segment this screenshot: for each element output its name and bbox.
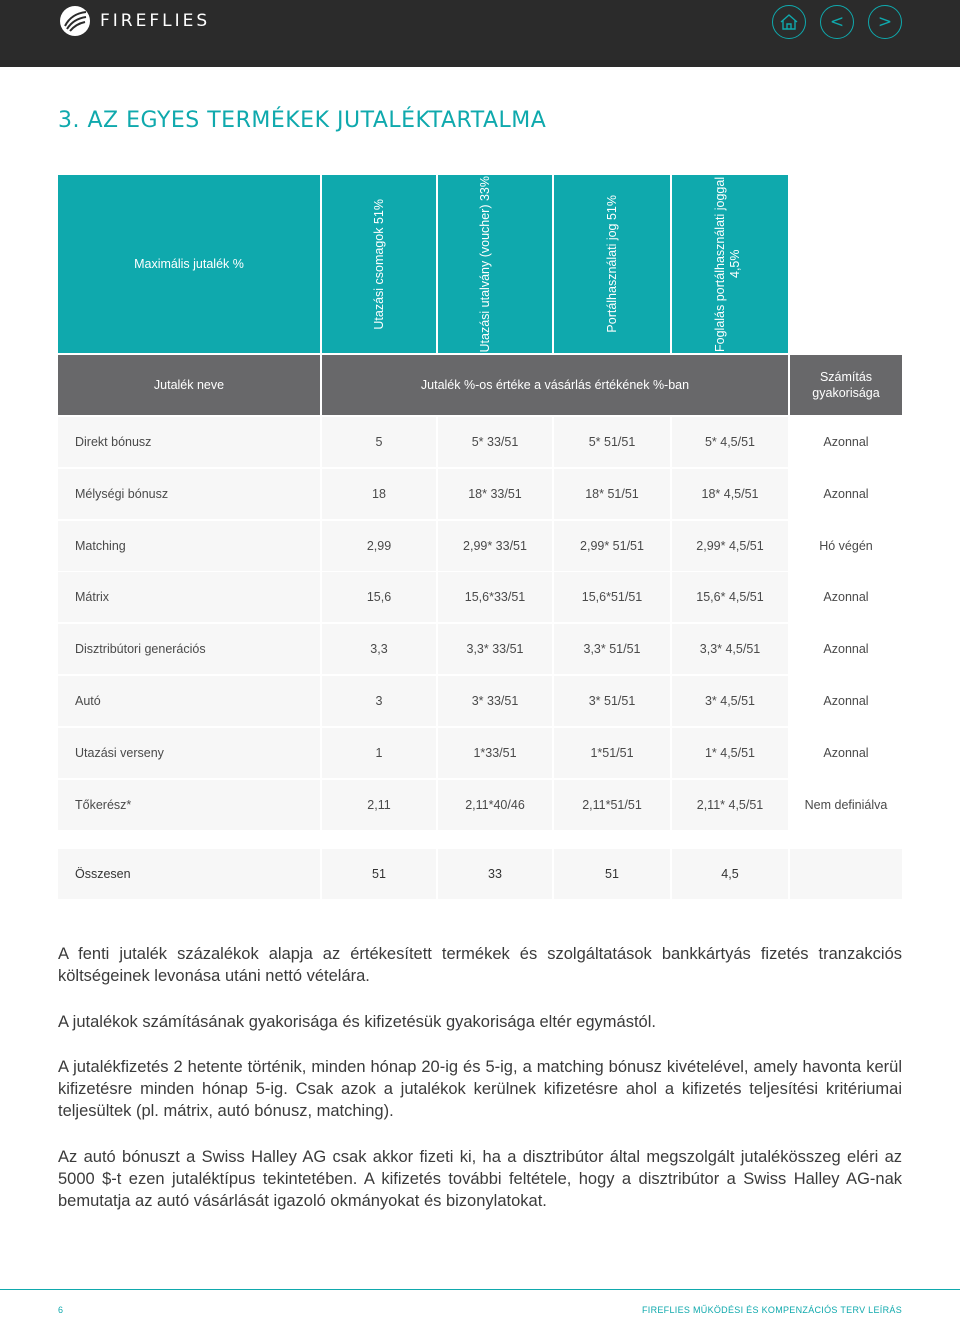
package-value: 3 xyxy=(322,676,436,726)
column-header-label: Foglalás portálhasználati joggal 4,5% xyxy=(713,176,742,352)
commission-value-header: Jutalék %-os értéke a vásárlás értékének %-ban xyxy=(322,355,788,415)
max-commission-label: Maximális jutalék % xyxy=(58,175,320,353)
column-header xyxy=(672,175,788,353)
column-header-label: Utazási utalvány (voucher) 33% xyxy=(478,175,492,353)
commission-name: Matching xyxy=(58,521,320,571)
portal-value: 5* 51/51 xyxy=(554,417,670,467)
voucher-value: 5* 33/51 xyxy=(438,417,552,467)
frequency-value: Nem definiálva xyxy=(790,780,902,830)
package-value: 2,11 xyxy=(322,780,436,830)
portal-value: 3,3* 51/51 xyxy=(554,624,670,674)
fireflies-logo-icon xyxy=(58,4,92,38)
column-header xyxy=(438,175,552,353)
package-value: 18 xyxy=(322,469,436,519)
booking-value: 3* 4,5/51 xyxy=(672,676,788,726)
previous-page-button[interactable] xyxy=(820,5,854,39)
booking-value: 2,99* 4,5/51 xyxy=(672,521,788,571)
page-number: 6 xyxy=(58,1305,64,1315)
commission-name: Mátrix xyxy=(58,572,320,622)
commission-name: Disztribútori generációs xyxy=(58,624,320,674)
footer-title: FIREFLIES MŰKÖDÉSI ÉS KOMPENZÁCIÓS TERV LEÍRÁS xyxy=(641,1305,902,1315)
column-header-label: Utazási csomagok 51% xyxy=(371,198,386,330)
frequency-value: Azonnal xyxy=(790,417,902,467)
frequency-value: Azonnal xyxy=(790,728,902,778)
booking-value: 1* 4,5/51 xyxy=(672,728,788,778)
note-paragraph: A jutalékok számításának gyakorisága és kifizetésük gyakorisága eltér egymástól. xyxy=(58,1013,656,1031)
chevron-left-icon: < xyxy=(829,12,845,32)
voucher-value: 18* 33/51 xyxy=(438,469,552,519)
home-icon xyxy=(779,13,799,31)
portal-value: 3* 51/51 xyxy=(554,676,670,726)
portal-value: 2,11*51/51 xyxy=(554,780,670,830)
frequency-value: Azonnal xyxy=(790,572,902,622)
home-button[interactable] xyxy=(772,5,806,39)
total-empty-cell xyxy=(790,849,902,899)
table-top-header xyxy=(58,175,902,353)
total-row xyxy=(58,849,902,899)
commission-name: Mélységi bónusz xyxy=(58,469,320,519)
booking-value: 5* 4,5/51 xyxy=(672,417,788,467)
commission-name: Utazási verseny xyxy=(58,728,320,778)
voucher-value: 15,6*33/51 xyxy=(438,572,552,622)
package-value: 15,6 xyxy=(322,572,436,622)
booking-value: 2,11* 4,5/51 xyxy=(672,780,788,830)
table-row xyxy=(58,676,902,726)
frequency-value: Azonnal xyxy=(790,624,902,674)
table-row xyxy=(58,417,902,467)
total-value: 51 xyxy=(554,849,670,899)
booking-value: 15,6* 4,5/51 xyxy=(672,572,788,622)
package-value: 5 xyxy=(322,417,436,467)
portal-value: 2,99* 51/51 xyxy=(554,521,670,571)
column-header xyxy=(554,175,670,353)
commission-name: Autó xyxy=(58,676,320,726)
booking-value: 3,3* 4,5/51 xyxy=(672,624,788,674)
package-value: 2,99 xyxy=(322,521,436,571)
commission-name-header: Jutalék neve xyxy=(58,355,320,415)
total-value: 33 xyxy=(438,849,552,899)
top-bar xyxy=(0,0,960,67)
portal-value: 1*51/51 xyxy=(554,728,670,778)
table-row xyxy=(58,780,902,830)
column-header xyxy=(322,175,436,353)
table-row xyxy=(58,521,902,571)
voucher-value: 2,11*40/46 xyxy=(438,780,552,830)
total-value: 4,5 xyxy=(672,849,788,899)
booking-value: 18* 4,5/51 xyxy=(672,469,788,519)
table-row xyxy=(58,728,902,778)
brand-name: FIREFLIES xyxy=(100,11,211,31)
commission-name: Tőkerész* xyxy=(58,780,320,830)
table-row xyxy=(58,572,902,622)
frequency-header: Számítás gyakorisága xyxy=(790,355,902,415)
page-title: 3. AZ EGYES TERMÉKEK JUTALÉKTARTALMA xyxy=(58,108,547,133)
portal-value: 18* 51/51 xyxy=(554,469,670,519)
total-label: Összesen xyxy=(58,849,320,899)
note-paragraph: A jutalékfizetés 2 hetente történik, minden hónap 20-ig és 5-ig, a matching bónusz kivételével, amely havonta kerül kifizetésre minden hónap 5-ig. Csak azok a jutalékok kerülnek kifizetésre ahol a kifizetés teljesítési kritériumai teljesültek (pl. mátrix, autó bónusz, matching). xyxy=(58,1058,902,1120)
voucher-value: 3,3* 33/51 xyxy=(438,624,552,674)
total-value: 51 xyxy=(322,849,436,899)
voucher-value: 2,99* 33/51 xyxy=(438,521,552,571)
table-row xyxy=(58,469,902,519)
column-header-label: Portálhasználati jog 51% xyxy=(604,195,619,333)
frequency-value: Azonnal xyxy=(790,676,902,726)
note-paragraph: Az autó bónuszt a Swiss Halley AG csak akkor fizeti ki, ha a disztribútor által megszolgált jutalékösszeg eléri az 5000 $-t ezen jutaléktípus tekintetében. A kifizetés további feltétele, hogy a disztribútor a Swiss Halley AG-nak bemutatja az autó vásárlását igazoló okmányokat és bizonylatokat. xyxy=(58,1148,902,1210)
voucher-value: 3* 33/51 xyxy=(438,676,552,726)
package-value: 1 xyxy=(322,728,436,778)
table-sub-header xyxy=(58,355,902,415)
voucher-value: 1*33/51 xyxy=(438,728,552,778)
next-page-button[interactable] xyxy=(868,5,902,39)
footer-divider xyxy=(0,1289,960,1290)
chevron-right-icon: > xyxy=(877,12,893,32)
table-row xyxy=(58,624,902,674)
note-paragraph: A fenti jutalék százalékok alapja az értékesített termékek és szolgáltatások bankkártyás fizetés tranzakciós költségeinek levonása utáni nettó vételára. xyxy=(58,945,902,985)
commission-name: Direkt bónusz xyxy=(58,417,320,467)
package-value: 3,3 xyxy=(322,624,436,674)
portal-value: 15,6*51/51 xyxy=(554,572,670,622)
frequency-value: Hó végén xyxy=(790,521,902,571)
frequency-value: Azonnal xyxy=(790,469,902,519)
brand-logo[interactable] xyxy=(58,4,210,38)
